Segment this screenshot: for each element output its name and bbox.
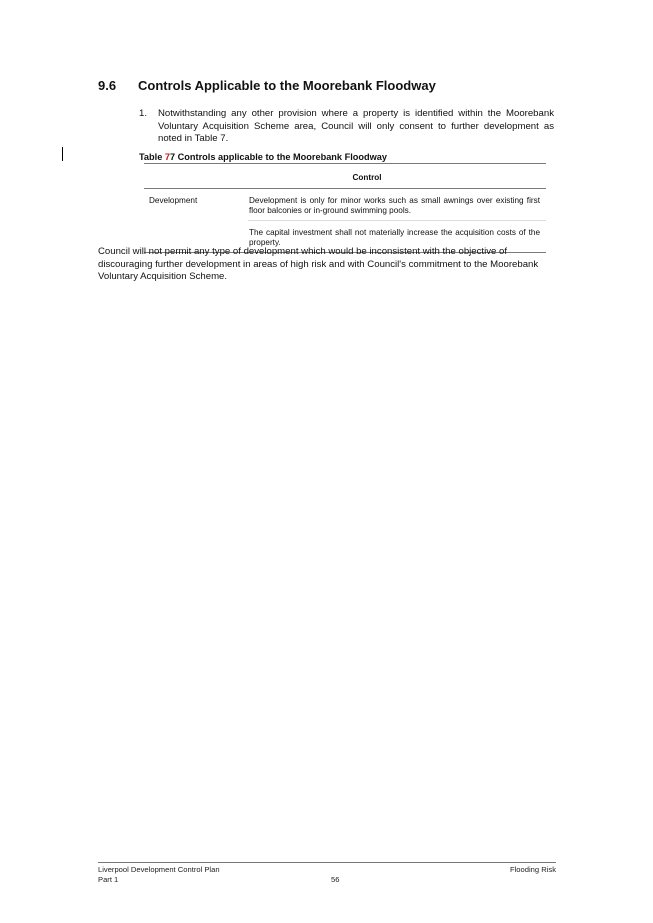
footer-part: Part 1 [98, 875, 119, 884]
page-footer [98, 862, 556, 885]
controls-table [144, 163, 546, 253]
table-column-header-control: Control [352, 173, 382, 182]
table-cell-category: Development [149, 196, 198, 205]
section-title: Controls Applicable to the Moorebank Floodway [138, 78, 436, 93]
clause-1 [139, 108, 554, 146]
table-cell-control: Development is only for minor works such as small awnings over existing first floor balconies or in-ground swimming pools. [249, 196, 540, 215]
clause-text: Notwithstanding any other provision where a property is identified within the Moorebank Voluntary Acquisition Scheme area, Council will only consent to further development as noted in Table 7. [158, 108, 554, 144]
section-heading [98, 78, 436, 93]
clause-number: 1. [139, 108, 148, 119]
table-caption-title: 7 Controls applicable to the Moorebank Floodway [170, 152, 387, 162]
section-number: 9.6 [98, 78, 117, 93]
page-number: 56 [331, 875, 340, 884]
footer-document-title: Liverpool Development Control Plan [98, 865, 220, 874]
table-caption [139, 152, 387, 162]
footer-rule [98, 862, 556, 863]
table-cell-control: The capital investment shall not materially increase the acquisition costs of the property. [249, 228, 540, 247]
table-caption-prefix: Table [139, 152, 165, 162]
body-paragraph: Council will not permit any type of development which would be inconsistent with the objective of discouraging further development in areas of high risk and with Council's commitment to the Moorebank Voluntary Acquisition Scheme. [98, 246, 539, 283]
table-row [144, 189, 546, 220]
revision-change-bar [62, 147, 63, 161]
table-header-row [144, 164, 546, 188]
table-caption-number: 7 [164, 152, 170, 162]
footer-chapter: Flooding Risk [509, 865, 556, 874]
